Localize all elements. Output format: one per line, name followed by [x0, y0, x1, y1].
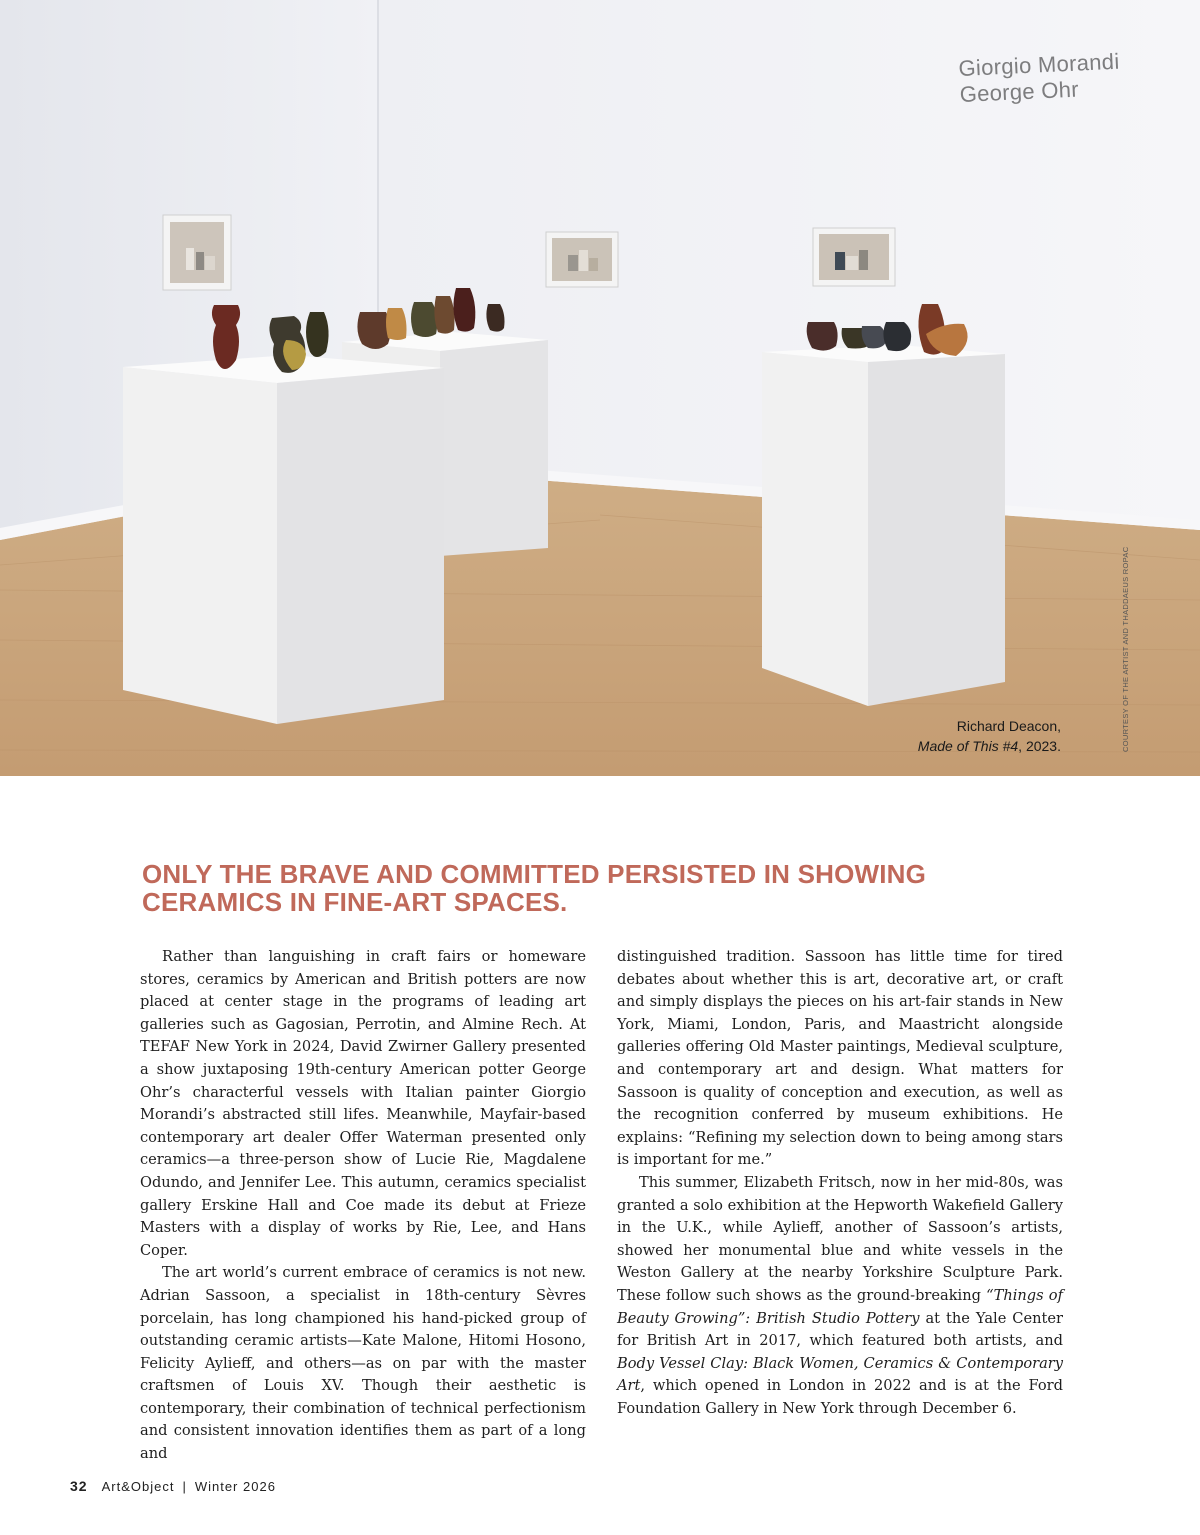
paragraph-3 [617, 1172, 1063, 1421]
exhibition-title-things-of-beauty: “Things of Beauty Growing”: British Studio Pottery [617, 1286, 1063, 1327]
caption-work [918, 736, 1061, 756]
paragraph-3-part-b: at the Yale Center for British Art in 2017, which featured both artists, and [617, 1309, 1063, 1350]
paragraph-1: Rather than languishing in craft fairs or homeware stores, ceramics by American and British potters are now placed at center stage in the programs of leading art galleries such as Gagosian, Perrotin, and Almine Rech. At TEFAF New York in 2024, David Zwirner Gallery presented a show juxtaposing 19th-century American potter George Ohr’s characterful vessels with Italian painter Giorgio Morandi’s abstracted still lifes. Meanwhile, Mayfair-based contemporary art dealer Offer Waterman presented only ceramics—a three-person show of Lucie Rie, Magdalene Odundo, and Jennifer Lee. This autumn, ceramics specialist gallery Erskine Hall and Coe made its debut at Frieze Masters with a display of works by Rie, Lee, and Hans Coper. [140, 948, 586, 1259]
caption-year: , 2023. [1018, 738, 1061, 754]
morandi-painting-left [163, 215, 231, 290]
page-footer [70, 1478, 276, 1494]
paragraph-2-continued: distinguished tradition. Sassoon has little time for tired debates about whether this is art, decorative art, or craft and simply displays the pieces on his art-fair stands in New York, Miami, London, Paris, and Maastricht alongside galleries offering Old Master paintings, Medieval sculpture, and contemporary art and design. What matters for Sassoon is quality of conception and execution, as well as the recognition conferred by museum exhibitions. He explains: “Refining my selection down to being among stars is important for me.” [617, 948, 1063, 1169]
body-column-left [140, 946, 586, 1466]
pedestal-right [762, 345, 1005, 706]
caption-title: Made of This #4 [917, 738, 1019, 754]
issue-date: Winter 2026 [194, 1479, 276, 1494]
morandi-painting-center [546, 232, 618, 287]
wall-text-line-1: Giorgio Morandi [958, 48, 1120, 81]
morandi-painting-right [813, 228, 895, 286]
paragraph-2: The art world’s current embrace of ceramics is not new. Adrian Sassoon, a specialist in 18th-century Sèvres porcelain, has long championed his hand-picked group of outstanding ceramic artists—Kate Malone, Hitomi Hosono, Felicity Aylieff, and others—as on par with the master craftsmen of Louis XV. Though their aesthetic is contemporary, their combination of technical perfectionism and consistent innovation identifies them as part of a long and [140, 1264, 586, 1463]
wall-text-artist-names [958, 49, 1121, 108]
paragraph-3-part-c: , which opened in London in 2022 and is at the Ford Foundation Gallery in New York through December 6. [617, 1377, 1063, 1417]
image-caption [918, 716, 1061, 756]
page-number: 32 [70, 1478, 88, 1494]
footer-separator: | [182, 1479, 187, 1494]
photo-credit: COURTESY OF THE ARTIST AND THADDAEUS ROPAC [1121, 546, 1130, 752]
wall-text-line-2: George Ohr [959, 76, 1080, 107]
magazine-name: Art&Object [101, 1479, 175, 1494]
pull-quote: ONLY THE BRAVE AND COMMITTED PERSISTED IN SHOWING CERAMICS IN FINE-ART SPACES. [142, 859, 927, 917]
pedestal-front-left [123, 355, 444, 724]
caption-artist: Richard Deacon, [956, 718, 1061, 734]
paragraph-3-part-a: This summer, Elizabeth Fritsch, now in her mid-80s, was granted a solo exhibition at the Hepworth Wakefield Gallery in the U.K., while Aylieff, another of Sassoon’s artists, showed her monumental blue and white vessels in the Weston Gallery at the nearby Yorkshire Sculpture Park. These follow such shows as the ground-breaking [617, 1173, 1063, 1304]
body-column-right [617, 946, 1063, 1420]
exhibition-title-body-vessel-clay: Body Vessel Clay: Black Women, Ceramics & Contemporary Art [617, 1354, 1063, 1395]
